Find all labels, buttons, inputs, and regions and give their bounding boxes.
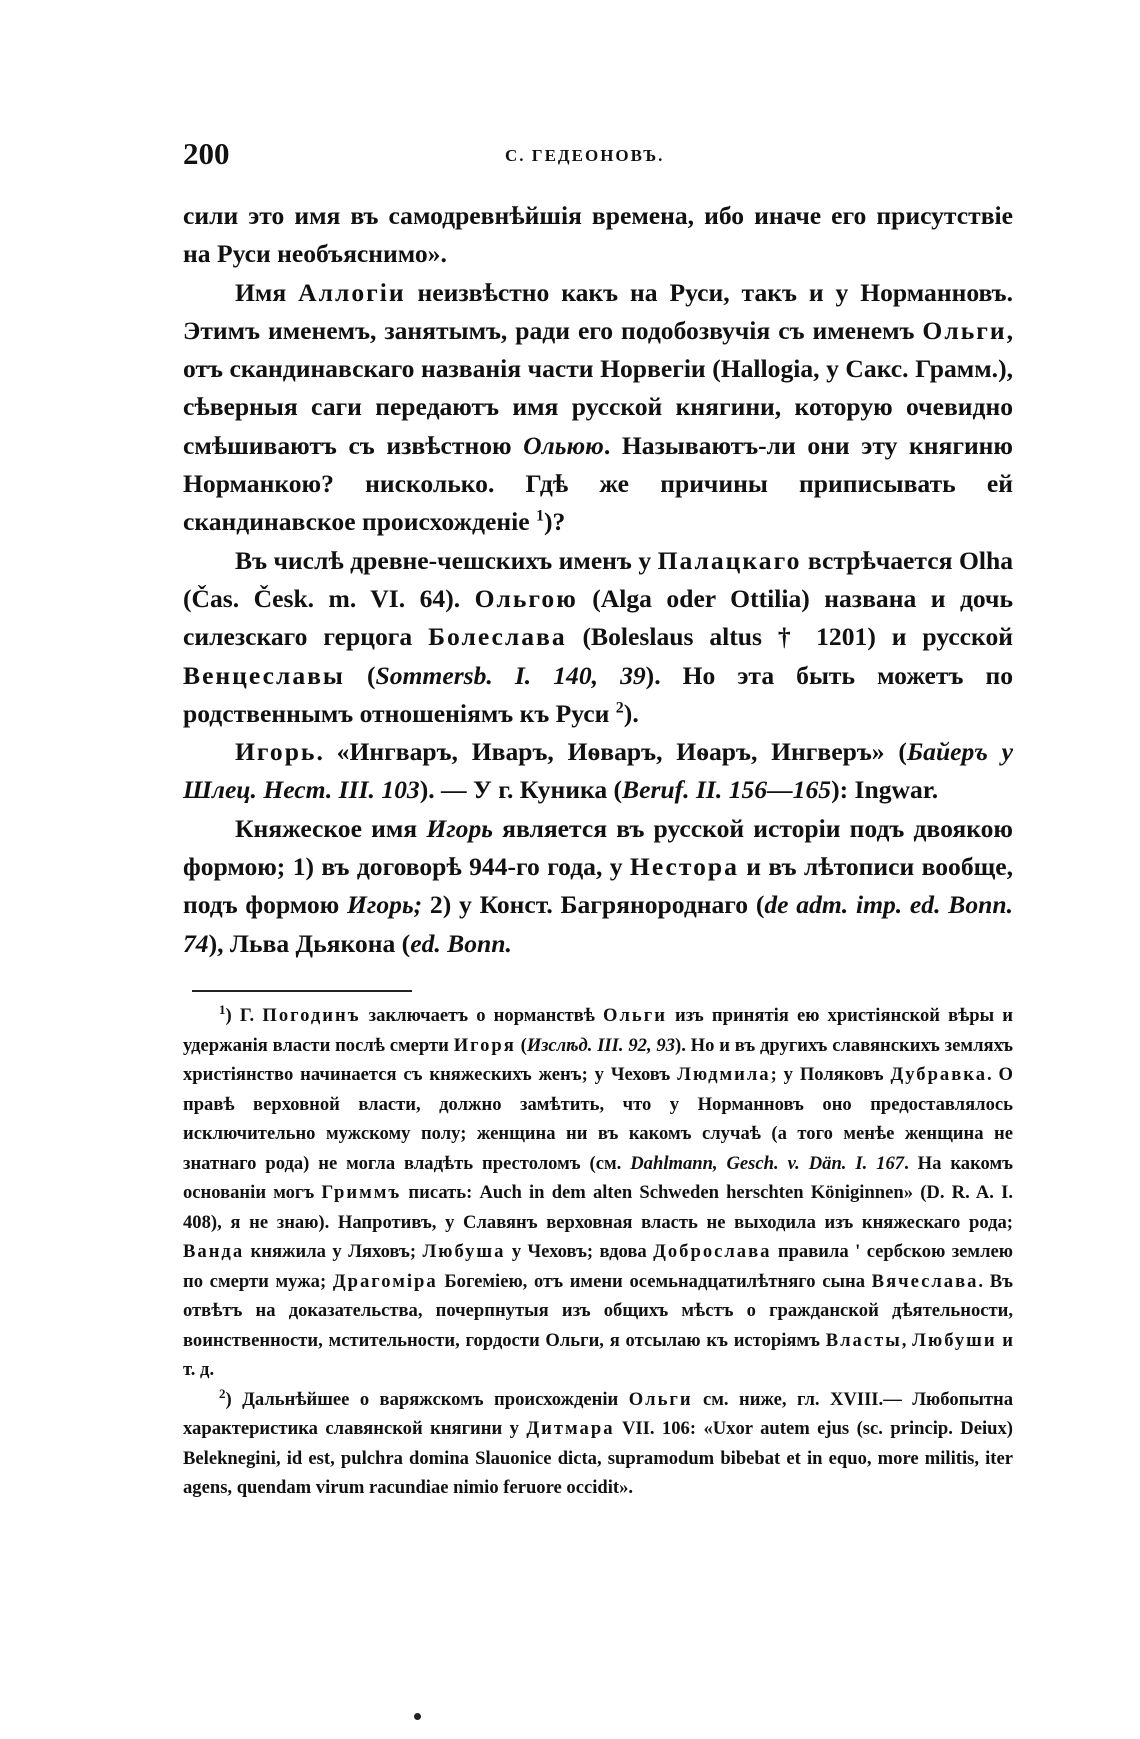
text-run: . Въ отвѣтъ на доказательства, почерпнутыя изъ общихъ мѣстъ о гражданской дѣятельности, воинственности, мстительности, гордости Ольги, я отсылаю къ исторіямъ [183, 1270, 1013, 1351]
name-olgi: Ольги [628, 1388, 693, 1410]
text-run: VII. 106: «Uxor autem ejus (sc. princip. Deiux) Beleknegini, id est, pulchra domina Slauonice dicta, supramodum bibebat et in equo, more militis, iter agens, quendam virum racundiae nimio feruore occidit». [183, 1418, 1013, 1498]
text-run: ( [515, 1034, 527, 1056]
name-olyu: Ольюю [523, 430, 604, 460]
text-run: . Называютъ-ли они эту княгиню Норманкою? нисколько. Гдѣ же причины приписывать ей скандинавское происхожденіе [183, 430, 1013, 537]
text-run: 2) у Конст. Багрянороднаго ( [422, 890, 765, 920]
text-run: заключаетъ о норманствѣ [360, 1005, 604, 1026]
page-header [183, 132, 1013, 172]
name-dragomira: Драгоміра [332, 1270, 438, 1292]
footnote-ref-2[interactable]: 2 [615, 699, 624, 717]
footnote-divider [192, 990, 412, 992]
text-run: изъ принятія ею христіянской вѣры и удержанія власти послѣ смерти [183, 1005, 1013, 1056]
text-run: ). Но эта быть можетъ по родственнымъ отношеніямъ къ Руси [183, 660, 1013, 728]
name-vyacheslava: Вячеслава [871, 1270, 979, 1292]
scan-speck [414, 1713, 421, 1720]
text-run: встрѣчается Olha (Čas. Česk. m. VI. 64). [183, 545, 1014, 613]
text-run: ), Льва Дьякона ( [208, 928, 411, 958]
text-run: ; у Поляковъ [770, 1064, 891, 1085]
text-run: и т. д. [183, 1329, 1014, 1380]
name-dobroslava: Доброслава [653, 1241, 772, 1262]
name-olgi: Ольги [922, 315, 1007, 345]
name-palacky: Палацкаго [657, 545, 802, 575]
name-grimm: Гриммъ [321, 1182, 402, 1203]
name-lyubushi: Любуши [912, 1329, 997, 1351]
name-lyudmila: Людмила [677, 1064, 771, 1085]
name-allogia: Аллогіи [298, 277, 406, 307]
footnote-1-mark: 1 [219, 1001, 226, 1017]
name-boleslav: Болеслава [428, 622, 567, 652]
text-run: Княжеское имя [235, 813, 427, 843]
main-text [183, 197, 1013, 963]
text-run: ) Дальнѣйшее о варяжскомъ происхожденіи [225, 1388, 629, 1410]
footnote-2 [183, 1385, 1013, 1503]
name-nestor: Нестора [629, 852, 739, 882]
text-run: Богеміею, отъ имени осемьнадцатилѣтняго сына [437, 1270, 872, 1292]
name-olgi: Ольги [603, 1005, 667, 1026]
text-run: Имя [235, 277, 299, 307]
name-igor: Игорь [426, 813, 493, 843]
text-run: . О правѣ верховной власти, должно замѣтить, что у Норманновъ оно предоставлялось исключительно мужскому полу; женщина ни въ какомъ случаѣ (а того менѣе женщина не знатнаго рода) не могла владѣть престоломъ (см. [183, 1064, 1013, 1174]
text-run: правила ' сербскою землею по смерти мужа; [183, 1241, 1013, 1292]
text-run: (Alga oder Ottilia) названа и дочь силезскаго герцога [183, 583, 1014, 652]
text-run: , [901, 1329, 913, 1351]
page-number: 200 [183, 136, 230, 171]
text-run: см. ниже, гл. XVIII.— Любопытна характеристика славянской княгини у [183, 1388, 1013, 1439]
text-run: и въ лѣтописи вообще, подъ формою [183, 852, 1013, 920]
text-run: (Boleslaus altus † 1201) и русской [566, 622, 1013, 652]
text-run: ). Но и въ другихъ славянскихъ земляхъ христіянство начинается съ княжескихъ женъ; у Чеховъ [183, 1034, 1013, 1085]
text-run: у Чеховъ; вдова [505, 1241, 654, 1262]
citation-de-adm: de adm. imp. ed. Bonn. 74 [183, 890, 1013, 958]
paragraph-2 [183, 274, 1013, 542]
heading-igor: Игорь [235, 737, 317, 767]
name-olgoyu: Ольгою [474, 583, 578, 613]
citation-sommersb: Sommersb. I. 140, 39 [375, 660, 646, 690]
name-vanda: Ванда [183, 1241, 245, 1262]
running-head: С. ГЕДЕОНОВЪ. [505, 146, 665, 165]
name-dubravka: Дубравка [890, 1064, 988, 1085]
text-run: ) Г. [225, 1005, 263, 1026]
text-run: , отъ скандинавскаго названія части Норвегіи (Hallogia, у Сакс. Грамм.), сѣверныя саги передаютъ имя русской княгини, которую очевидно смѣшиваютъ съ извѣстною [183, 315, 1013, 460]
text-run: )? [543, 507, 566, 537]
text-run: является въ русской исторіи подъ двоякою формою; 1) въ договорѣ 944-го года, у [183, 813, 1013, 882]
paragraph-1 [183, 197, 1013, 274]
citation-issled: Изслѣд. III. 92, 93 [526, 1034, 676, 1056]
citation-dahlmann: Dahlmann, Gesch. v. Dän. I. 167 [630, 1152, 905, 1174]
paragraph-1-text: сили это имя въ самодревнѣйшія времена, ибо иначе его присутствіе на Руси необъяснимо». [183, 201, 1013, 269]
name-igorya: Игоря [453, 1034, 516, 1056]
text-run: неизвѣстно какъ на Руси, такъ и у Норманновъ. Этимъ именемъ, занятымъ, ради его подобозвучія съ именемъ [183, 277, 1013, 345]
paragraph-4 [183, 733, 1013, 810]
text-run: . На какомъ основаніи могъ [183, 1152, 1013, 1203]
text-run: Въ числѣ древне-чешскихъ именъ у [235, 545, 658, 575]
footnote-1 [183, 1001, 1013, 1385]
text-run: княжила у Ляховъ; [244, 1241, 423, 1262]
text-run: ( [344, 660, 376, 690]
citation-beruf: Beruf. II. 156—165 [622, 775, 832, 805]
text-run: ). — У г. Куника ( [419, 775, 623, 805]
name-lyubusha: Любуша [422, 1241, 506, 1262]
name-ditmar: Дитмара [526, 1418, 615, 1439]
footnote-2-mark: 2 [219, 1385, 226, 1401]
name-igor-form: Игорь; [347, 890, 423, 920]
paragraph-5 [183, 810, 1013, 963]
paragraph-3 [183, 542, 1013, 733]
footnotes [183, 1001, 1013, 1503]
name-ventseslava: Венцеславы [183, 660, 345, 690]
citation-ed-bonn: ed. Bonn. [410, 928, 512, 958]
footnote-ref-1[interactable]: 1 [535, 507, 544, 525]
text-run: писать: Auch in dem alten Schweden herschten Königinnen» (D. R. A. I. 408), я не знаю). Напротивъ, у Славянъ верховная власть не выходила изъ княжескаго рода; [183, 1182, 1013, 1233]
name-pogodin: Погодинъ [262, 1005, 361, 1026]
text-run: ): Ingwar. [831, 775, 939, 805]
citation-bayer: Байеръ у Шлец. Нест. III. 103 [183, 737, 1013, 805]
text-run: . «Ингваръ, Иваръ, Иѳваръ, Иѳаръ, Ингверъ» ( [316, 737, 907, 767]
text-run: ). [623, 698, 639, 728]
name-vlasty: Власты [825, 1329, 902, 1351]
